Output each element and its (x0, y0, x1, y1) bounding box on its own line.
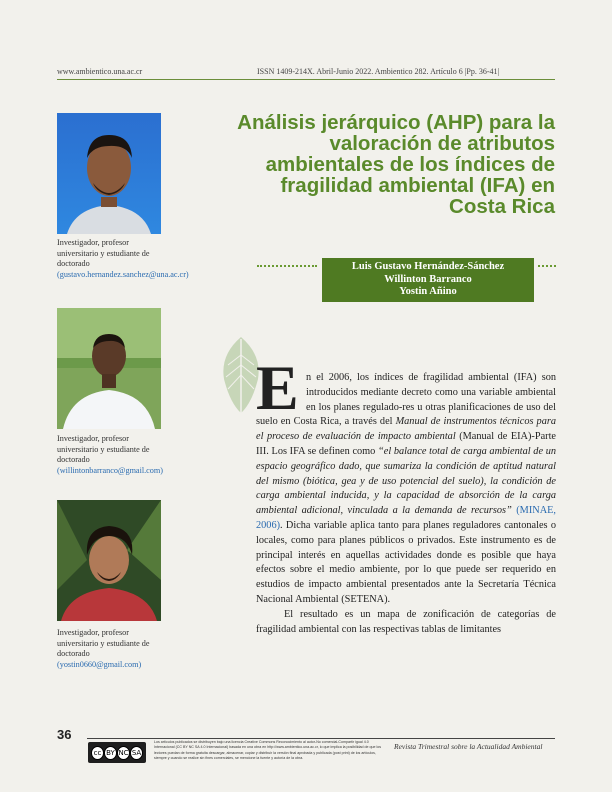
cc-license-badge[interactable] (88, 742, 146, 763)
p1-text-a: n el 2006, los índices de fragilidad ambiental (IFA) son introducidos mediante decreto como una variable ambiental en los planes regulado-res u otras planificaciones de uso del suelo en Costa Rica, a través del (256, 372, 556, 428)
author-photo-3 (57, 500, 161, 621)
author-email-2[interactable]: (willintonbarranco@gmail.com) (57, 465, 163, 475)
author-name-3: Yostin Añino (399, 286, 457, 297)
sa-icon: SA (130, 746, 143, 760)
author-photo-1 (57, 113, 161, 234)
footer-divider (87, 738, 555, 739)
article-body (256, 371, 556, 637)
paragraph-2: El resultado es un mapa de zonificación de categorías de fragilidad ambiental con las respectivas tablas de limitantes (256, 608, 556, 635)
author-role-1: Investigador, profesor universitario y estudiante de doctorado (57, 238, 150, 268)
header-website[interactable]: www.ambientico.una.ac.cr (57, 67, 143, 76)
page-number: 36 (57, 727, 72, 742)
author-name-1: Luis Gustavo Hernández-Sánchez (351, 261, 505, 272)
author-role-2: Investigador, profesor universitario y estudiante de doctorado (57, 434, 150, 464)
author-email-3[interactable]: (yostin0660@gmail.com) (57, 659, 142, 669)
nc-icon: NC (117, 746, 130, 760)
author-caption-1 (57, 238, 189, 280)
header-citation: ISSN 1409-214X. Abril-Junio 2022. Ambientico 282. Artículo 6 |Pp. 36-41| (257, 67, 500, 76)
cc-icon: cc (91, 746, 104, 760)
journal-name: Revista Trimestral sobre la Actualidad Ambiental (394, 742, 543, 751)
license-text: Los artículos publicados se distribuyen bajo una licencia Creative Commons Reconocimiento al autor-No comercial-Compartir igual 4.0 Internacional (CC BY NC SA 4.0 Internacional) basada en una obra en http://www.ambientico.una.ac.cr, lo que implica la posibilidad de que los lectores puedan de forma gratuita descargar, almacenar, copiar y distribuir la versión final aprobada y publicada (post print) de los artículos, siempre y cuando se realice sin fines comerciales, se mencione la fuente y autoría de la obra. (154, 740, 382, 761)
citation-minae[interactable]: (MINAE, 2006) (256, 505, 556, 531)
p1-text-b: (Manual de EIA)-Parte III. Los IFA se definen como (256, 431, 556, 457)
author-caption-2 (57, 434, 169, 476)
dotted-divider-left (257, 265, 317, 271)
authors-box (322, 258, 534, 302)
drop-cap: E (256, 352, 299, 423)
author-photo-2 (57, 308, 161, 429)
dotted-divider-right (538, 265, 556, 271)
article-title: Análisis jerárquico (AHP) para la valoración de atributos ambientales de los índices de fragilidad ambiental (IFA) en Costa Rica (237, 111, 555, 218)
by-icon: BY (104, 746, 117, 760)
author-role-3: Investigador, profesor universitario y estudiante de doctorado (57, 628, 150, 658)
p1-text-c: . Dicha variable aplica tanto para planes reguladores cantonales o locales, como para planes públicos o privados. Este instrumento es de principal interés en aquellas actividades donde es posible que haya efectos sobre el medio ambiente, por lo que puede ser requerido en estudios de impacto ambiental presentados ante la Secretaría Técnica Nacional Ambiental (SETENA). (256, 519, 556, 605)
header-divider (57, 79, 555, 80)
author-caption-3 (57, 628, 169, 670)
manual-title: Manual de instrumentos técnicos para el proceso de evaluación de impacto ambiental (256, 416, 556, 443)
author-email-1[interactable]: (gustavo.hernandez.sanchez@una.ac.cr) (57, 269, 189, 279)
author-name-2: Willinton Barranco (384, 273, 472, 285)
ifa-definition-quote: “el balance total de carga ambiental de un espacio geográfico dado, que sumariza la condición de aptitud natural del mismo (biótica, gea y de uso potencial del suelo), la condición de carga ambiental inducida, y la capacidad de absorción de la carga ambiental adicional, vinculada a la demanda de recursos” (256, 445, 556, 517)
paragraph-1 (256, 371, 556, 608)
